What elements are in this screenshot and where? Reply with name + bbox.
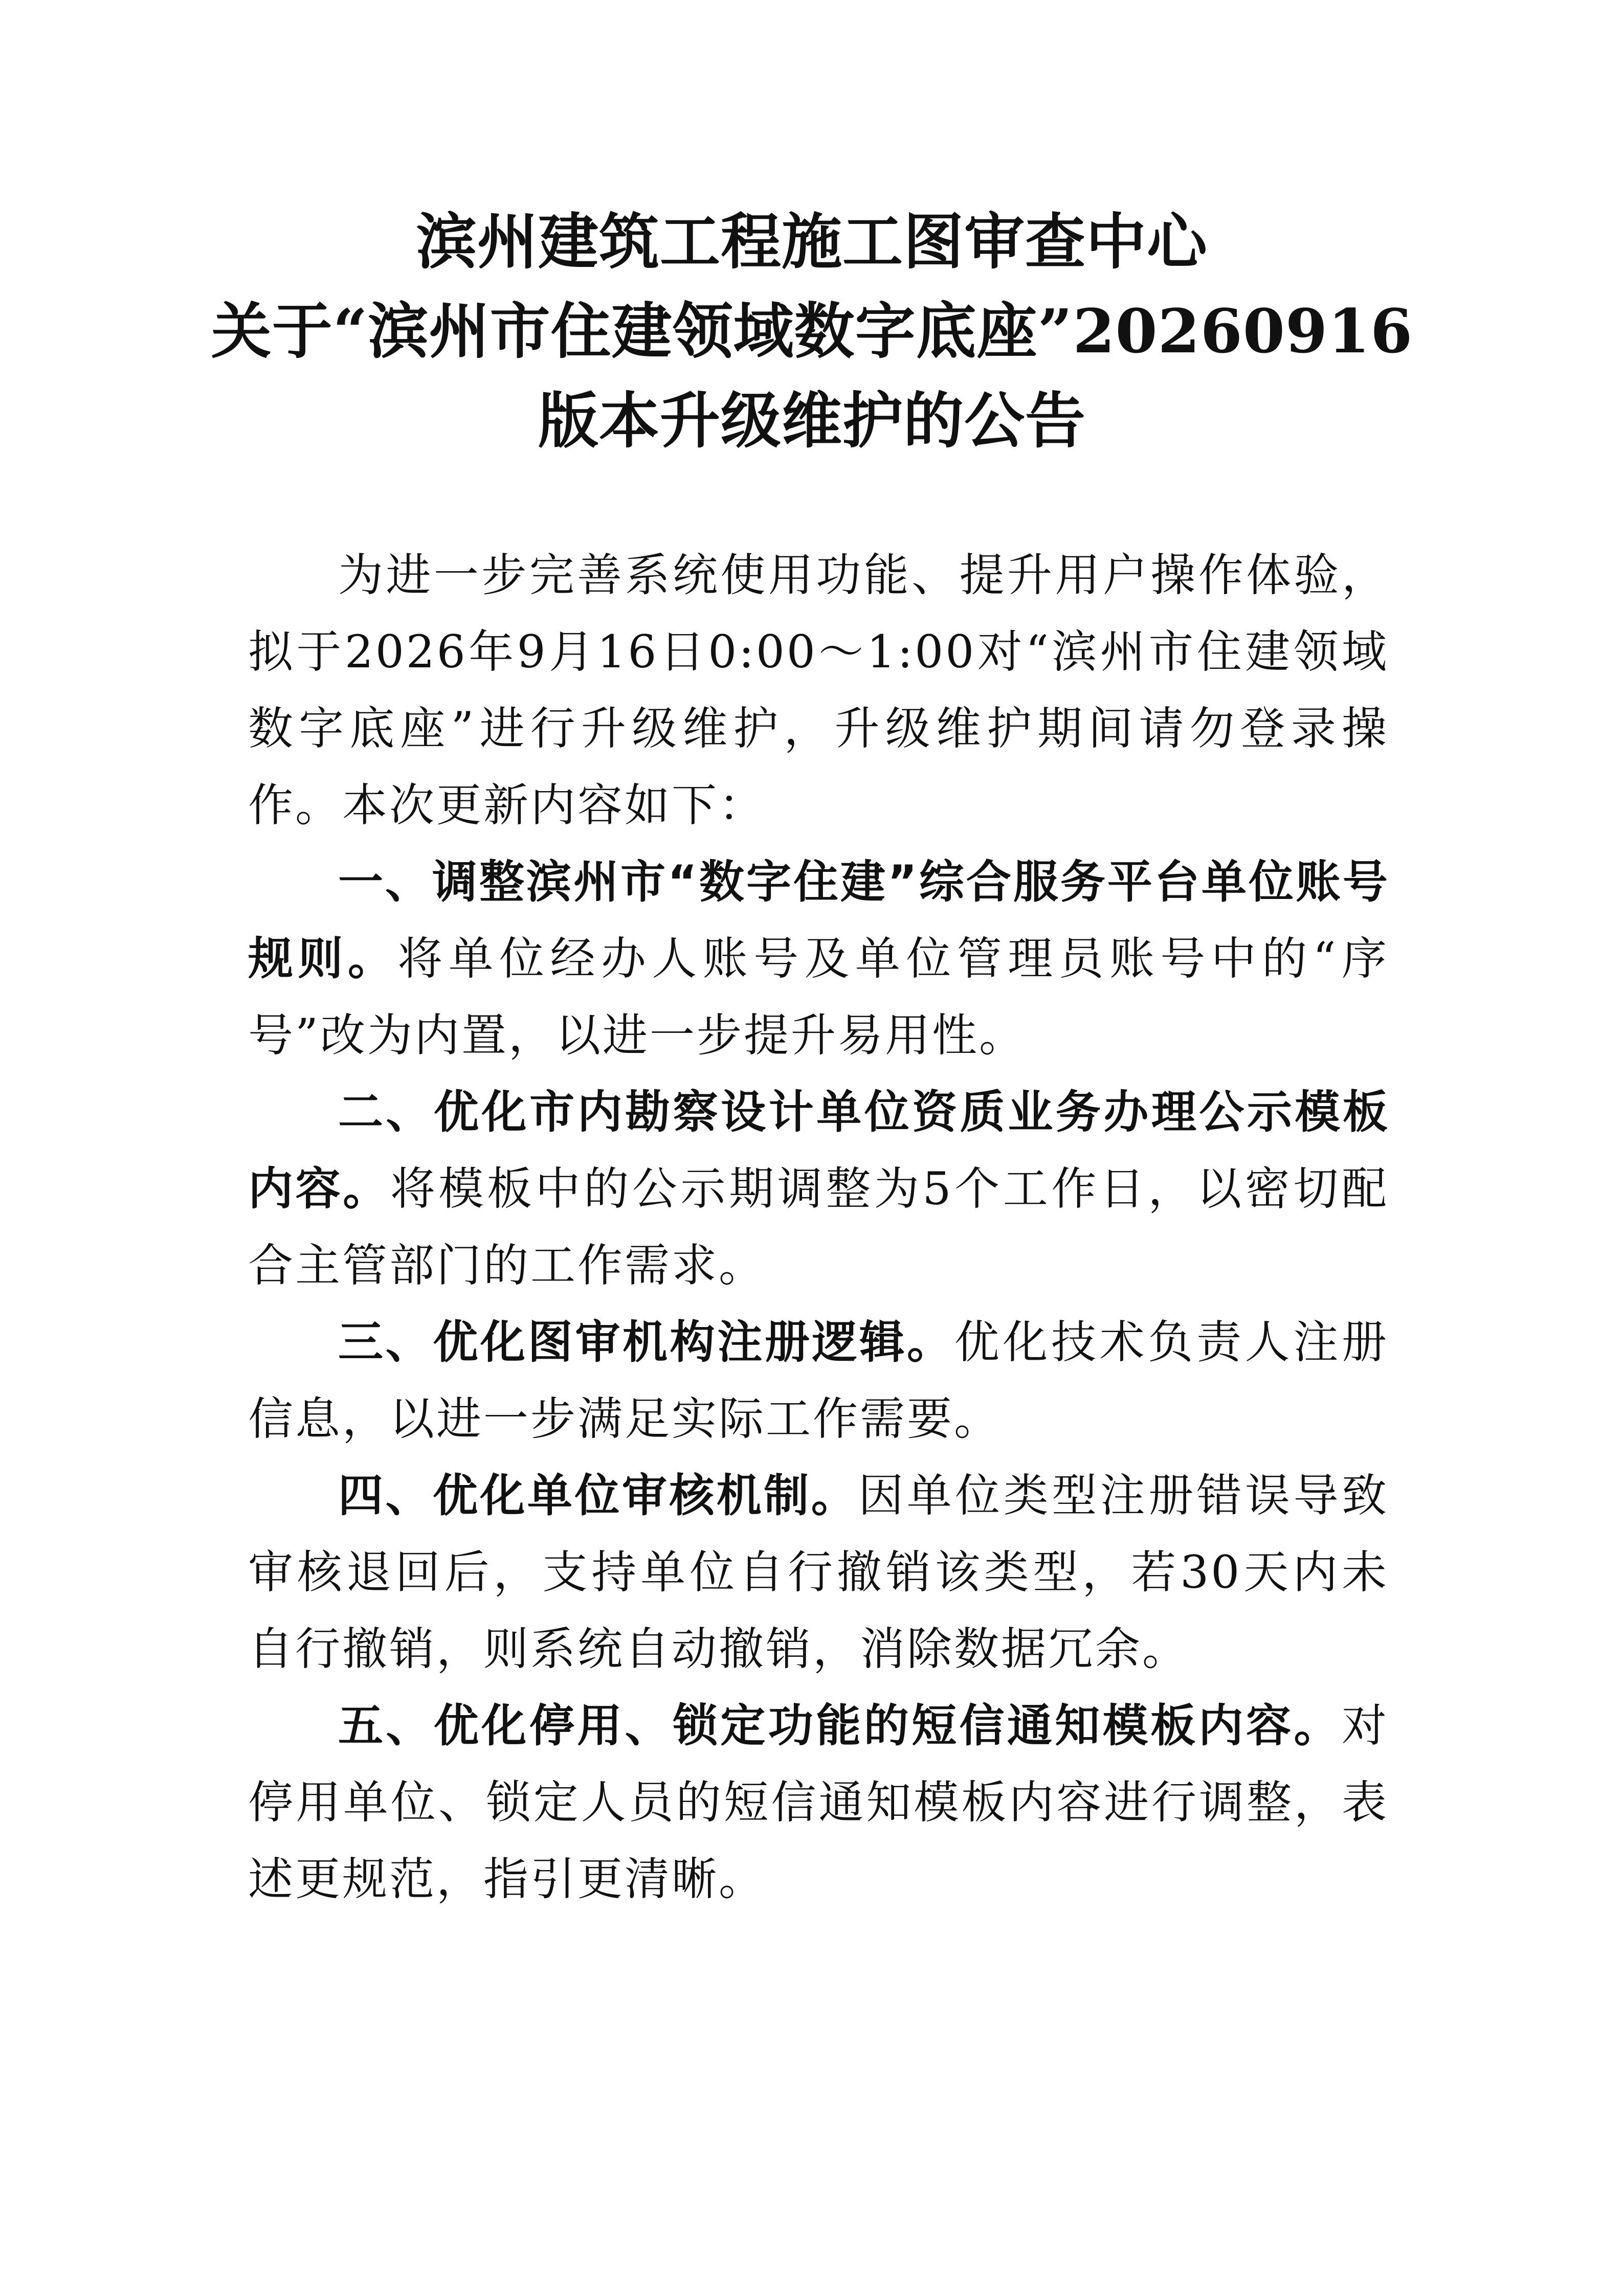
item-paragraph-5 (248, 1687, 1389, 1918)
title-line-2: 关于“滨州市住建领域数字底座”20260916 (211, 296, 1413, 367)
item-heading-4: 四、优化单位审核机制。 (338, 1469, 859, 1522)
item-text-1: 将单位经办人账号及单位管理员账号中的“序号”改为内置，以进一步提升易用性。 (248, 932, 1389, 1062)
item-heading-3: 三、优化图审机构注册逻辑。 (338, 1316, 954, 1368)
item-text-4: 因单位类型注册错误导致审核退回后，支持单位自行撤销该类型，若30天内未自行撤销，则系统自动撤销，消除数据冗余。 (248, 1469, 1389, 1675)
item-paragraph-1 (248, 844, 1389, 1074)
item-heading-1: 一、调整滨州市“数字住建”综合服务平台单位账号规则。 (248, 856, 1389, 985)
item-heading-5: 五、优化停用、锁定功能的短信通知模板内容。 (338, 1699, 1342, 1752)
item-text-5: 对停用单位、锁定人员的短信通知模板内容进行调整，表述更规范，指引更清晰。 (248, 1699, 1389, 1905)
item-paragraph-3 (248, 1304, 1389, 1457)
item-paragraph-4 (248, 1457, 1389, 1687)
item-text-2: 将模板中的公示期调整为5个工作日，以密切配合主管部门的工作需求。 (248, 1162, 1389, 1292)
notice-body (248, 537, 1389, 1918)
item-text-3: 优化技术负责人注册信息，以进一步满足实际工作需要。 (248, 1316, 1389, 1445)
notice-title (0, 197, 1624, 465)
title-line-3: 版本升级维护的公告 (538, 385, 1086, 456)
intro-paragraph: 为进一步完善系统使用功能、提升用户操作体验，拟于2026年9月16日0:00～1:00对“滨州市住建领域数字底座”进行升级维护，升级维护期间请勿登录操作。本次更新内容如下： (248, 549, 1389, 831)
item-heading-2: 二、优化市内勘察设计单位资质业务办理公示模板内容。 (248, 1086, 1389, 1215)
title-line-1: 滨州建筑工程施工图审查中心 (416, 206, 1208, 277)
item-paragraph-2 (248, 1074, 1389, 1304)
